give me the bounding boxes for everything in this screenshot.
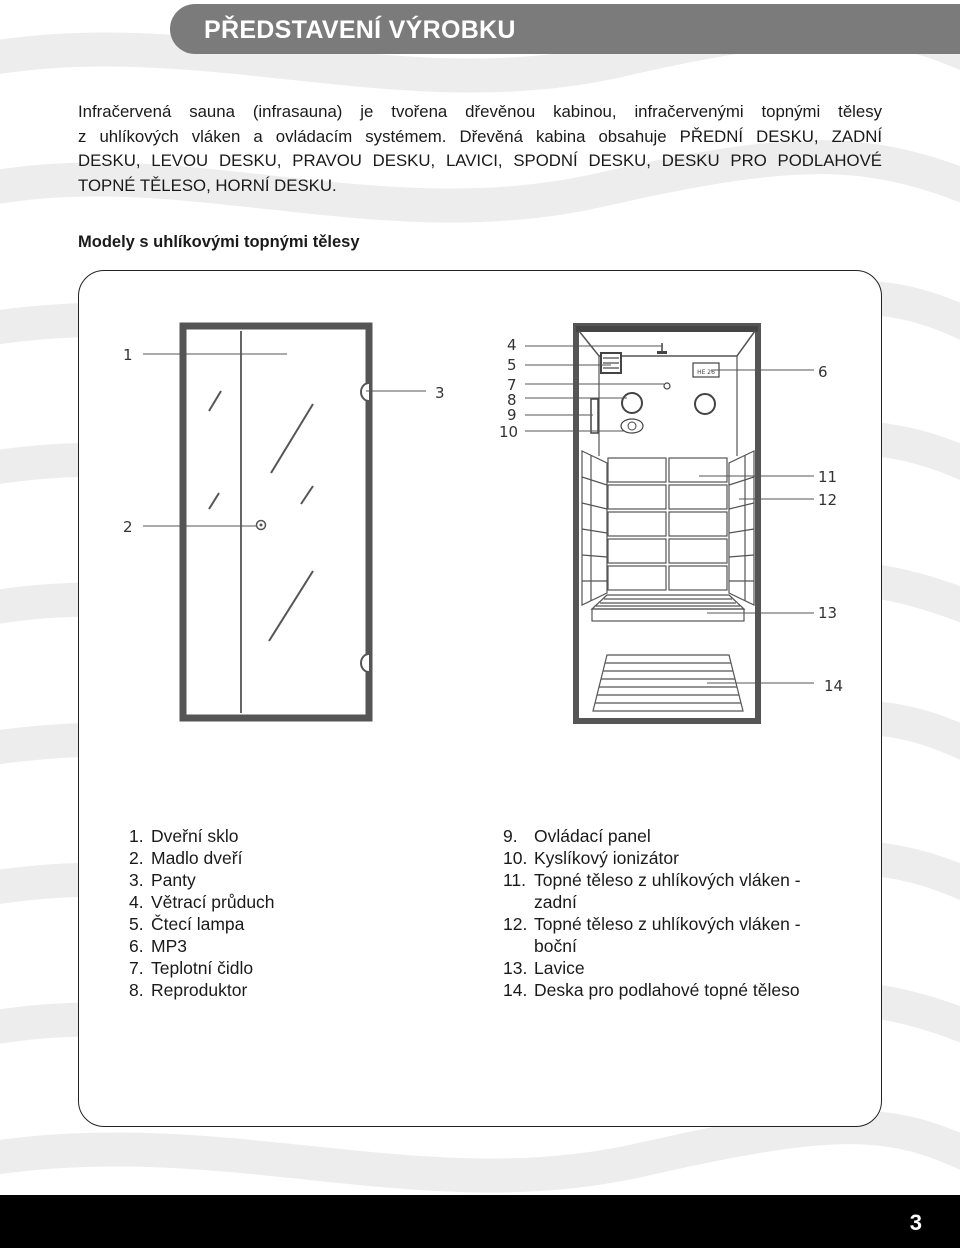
legend-number: 11. (503, 870, 527, 890)
callout-7: 7 (507, 376, 517, 394)
legend-text: Panty (151, 870, 196, 890)
legend-number: 10. (503, 848, 528, 868)
legend-number: 4. (129, 892, 144, 912)
callout-12: 12 (818, 491, 838, 509)
legend-text: Lavice (534, 958, 585, 978)
intro-line: z uhlíkových vláken a ovládacím systémem. Dřevěná kabina obsahuje PŘEDNÍ DESKU, ZADNÍ (78, 126, 882, 146)
legend-text: Teplotní čidlo (151, 958, 254, 978)
legend-item (129, 913, 275, 935)
legend-number: 9. (503, 826, 518, 846)
intro-paragraph (78, 100, 882, 198)
legend-text: Topné těleso z uhlíkových vláken - (534, 914, 801, 934)
callout-2: 2 (123, 518, 133, 536)
legend-text: Madlo dveří (151, 848, 243, 868)
page-header (170, 4, 960, 54)
callout-3: 3 (435, 384, 445, 402)
legend-item (129, 869, 275, 891)
legend-right-column (503, 825, 801, 1001)
callout-10: 10 (499, 423, 519, 441)
callout-11: 11 (818, 468, 838, 486)
legend-text: Dveřní sklo (151, 826, 239, 846)
legend-number: 14. (503, 980, 528, 1000)
legend-item (503, 891, 801, 913)
section-heading: Modely s uhlíkovými topnými tělesy (78, 233, 360, 251)
legend-number: 5. (129, 914, 144, 934)
intro-line: DESKU, LEVOU DESKU, PRAVOU DESKU, LAVICI, SPODNÍ DESKU, DESKU PRO PODLAHOVÉ (78, 151, 882, 170)
legend-text: boční (534, 936, 577, 956)
page-title: PŘEDSTAVENÍ VÝROBKU (204, 16, 516, 44)
legend-number: 1. (129, 826, 144, 846)
legend-text: Čtecí lampa (151, 914, 245, 934)
legend-text: Ovládací panel (534, 826, 651, 846)
sauna-diagram (79, 271, 883, 741)
legend-item (503, 825, 801, 847)
legend-text: Větrací průduch (151, 892, 275, 912)
door-drawing (143, 326, 426, 718)
callout-13: 13 (818, 604, 838, 622)
legend-number: 6. (129, 936, 144, 956)
legend-item (503, 957, 801, 979)
diagram-panel (78, 270, 882, 1127)
callout-14: 14 (824, 677, 844, 695)
legend-item (129, 935, 275, 957)
callout-9: 9 (507, 406, 517, 424)
legend-item (503, 869, 801, 891)
intro-line: TOPNÉ TĚLESO, HORNÍ DESKU. (78, 175, 337, 195)
legend-item (129, 825, 275, 847)
legend-number: 8. (129, 980, 144, 1000)
cabin-interior-drawing (525, 326, 814, 721)
legend-text: Reproduktor (151, 980, 248, 1000)
mp3-panel-label: HE 26 (697, 369, 715, 376)
legend-number: 12. (503, 914, 528, 934)
legend-text: Topné těleso z uhlíkových vláken - (534, 870, 801, 890)
legend-text: Deska pro podlahové topné těleso (534, 980, 800, 1000)
legend-item (129, 957, 275, 979)
legend-text: Kyslíkový ionizátor (534, 848, 679, 868)
legend-item (129, 979, 275, 1001)
legend-item (129, 847, 275, 869)
legend-number: 3. (129, 870, 144, 890)
callout-8: 8 (507, 391, 517, 409)
legend-number: 13. (503, 958, 528, 978)
legend-number: 7. (129, 958, 144, 978)
legend-number: 2. (129, 848, 144, 868)
legend-number (503, 935, 534, 957)
legend-item (503, 913, 801, 935)
page-number: 3 (909, 1210, 922, 1235)
legend-item (503, 935, 801, 957)
callout-5: 5 (507, 356, 517, 374)
callout-6: 6 (818, 363, 828, 381)
callout-4: 4 (507, 336, 517, 354)
legend-text: MP3 (151, 936, 187, 956)
intro-line: Infračervená sauna (infrasauna) je tvořena dřevěnou kabinou, infračervenými topnými tělesy (78, 102, 882, 121)
legend-item (503, 847, 801, 869)
legend-number (503, 891, 534, 913)
page-footer (0, 1195, 960, 1248)
legend-text: zadní (534, 892, 577, 912)
legend-left-column (129, 825, 275, 1001)
legend-item (129, 891, 275, 913)
legend-item (503, 979, 801, 1001)
callout-1: 1 (123, 346, 133, 364)
